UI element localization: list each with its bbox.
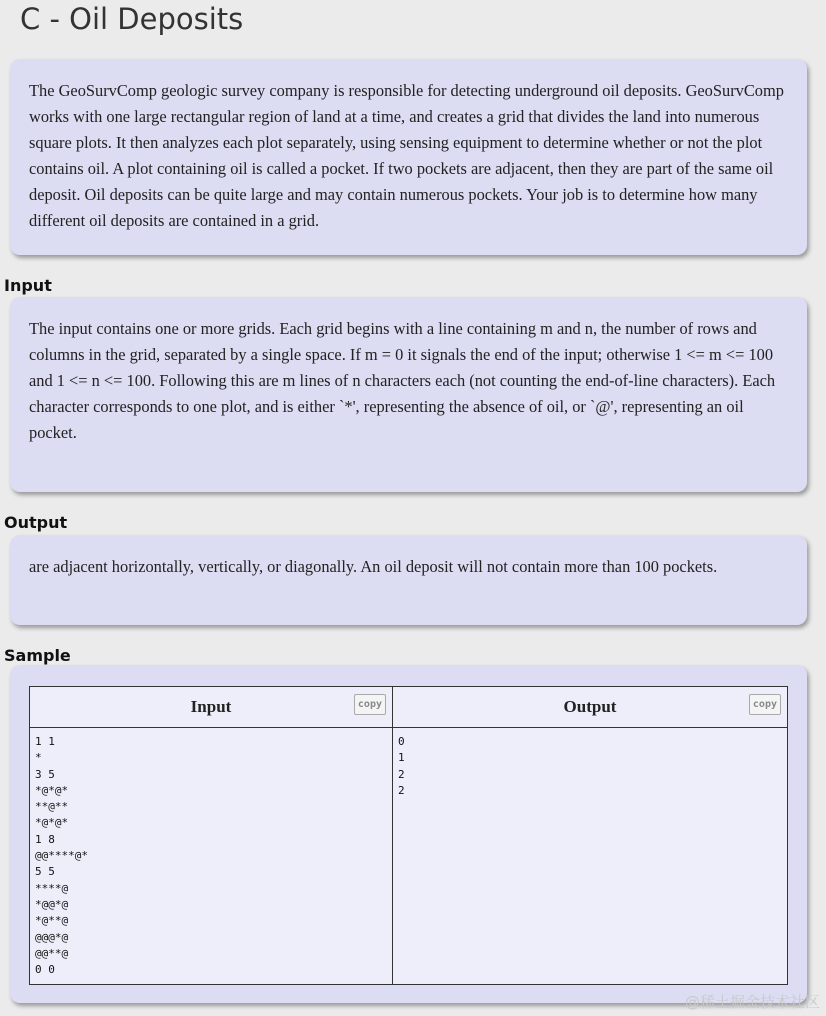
description-panel xyxy=(10,59,807,255)
page-title: C - Oil Deposits xyxy=(20,2,244,36)
sample-panel xyxy=(10,665,807,1003)
sample-output-header xyxy=(393,687,788,728)
sample-output-text[interactable]: 0 1 2 2 xyxy=(398,735,405,797)
copy-output-button[interactable]: copy xyxy=(749,694,781,715)
sample-table xyxy=(29,686,788,985)
watermark: @稀土掘金技术社区 xyxy=(684,993,820,1011)
output-text: are adjacent horizontally, vertically, or diagonally. An oil deposit will not contain more than 100 pockets. xyxy=(29,557,718,576)
sample-output-header-label: Output xyxy=(563,697,617,716)
sample-output-cell xyxy=(393,728,788,985)
output-panel xyxy=(10,535,807,625)
sample-input-text[interactable]: 1 1 * 3 5 *@*@* **@** *@*@* 1 8 @@****@* 5 5 ****@ *@@*@ *@**@ @@@*@ @@**@ 0 0 xyxy=(35,735,88,977)
sample-input-header xyxy=(30,687,393,728)
input-panel xyxy=(10,297,807,492)
copy-input-button[interactable]: copy xyxy=(354,694,386,715)
sample-heading: Sample xyxy=(4,646,71,665)
input-heading: Input xyxy=(4,276,52,295)
sample-input-header-label: Input xyxy=(190,697,232,716)
output-heading: Output xyxy=(4,513,68,532)
input-text: The input contains one or more grids. Each grid begins with a line containing m and n, the number of rows and columns in the grid, separated by a single space. If m = 0 it signals the end of the input; otherwise 1 <= m <= 100 and 1 <= n <= 100. Following this are m lines of n characters each (not counting the end-of-line characters). Each character corresponds to one plot, and is either `*', representing the absence of oil, or `@', representing an oil pocket. xyxy=(29,319,776,442)
description-text: The GeoSurvComp geologic survey company is responsible for detecting underground oil deposits. GeoSurvComp works with one large rectangular region of land at a time, and creates a grid that divides the land into numerous square plots. It then analyzes each plot separately, using sensing equipment to determine whether or not the plot contains oil. A plot containing oil is called a pocket. If two pockets are adjacent, then they are part of the same oil deposit. Oil deposits can be quite large and may contain numerous pockets. Your job is to determine how many different oil deposits are contained in a grid. xyxy=(29,81,784,230)
sample-input-cell xyxy=(30,728,393,985)
